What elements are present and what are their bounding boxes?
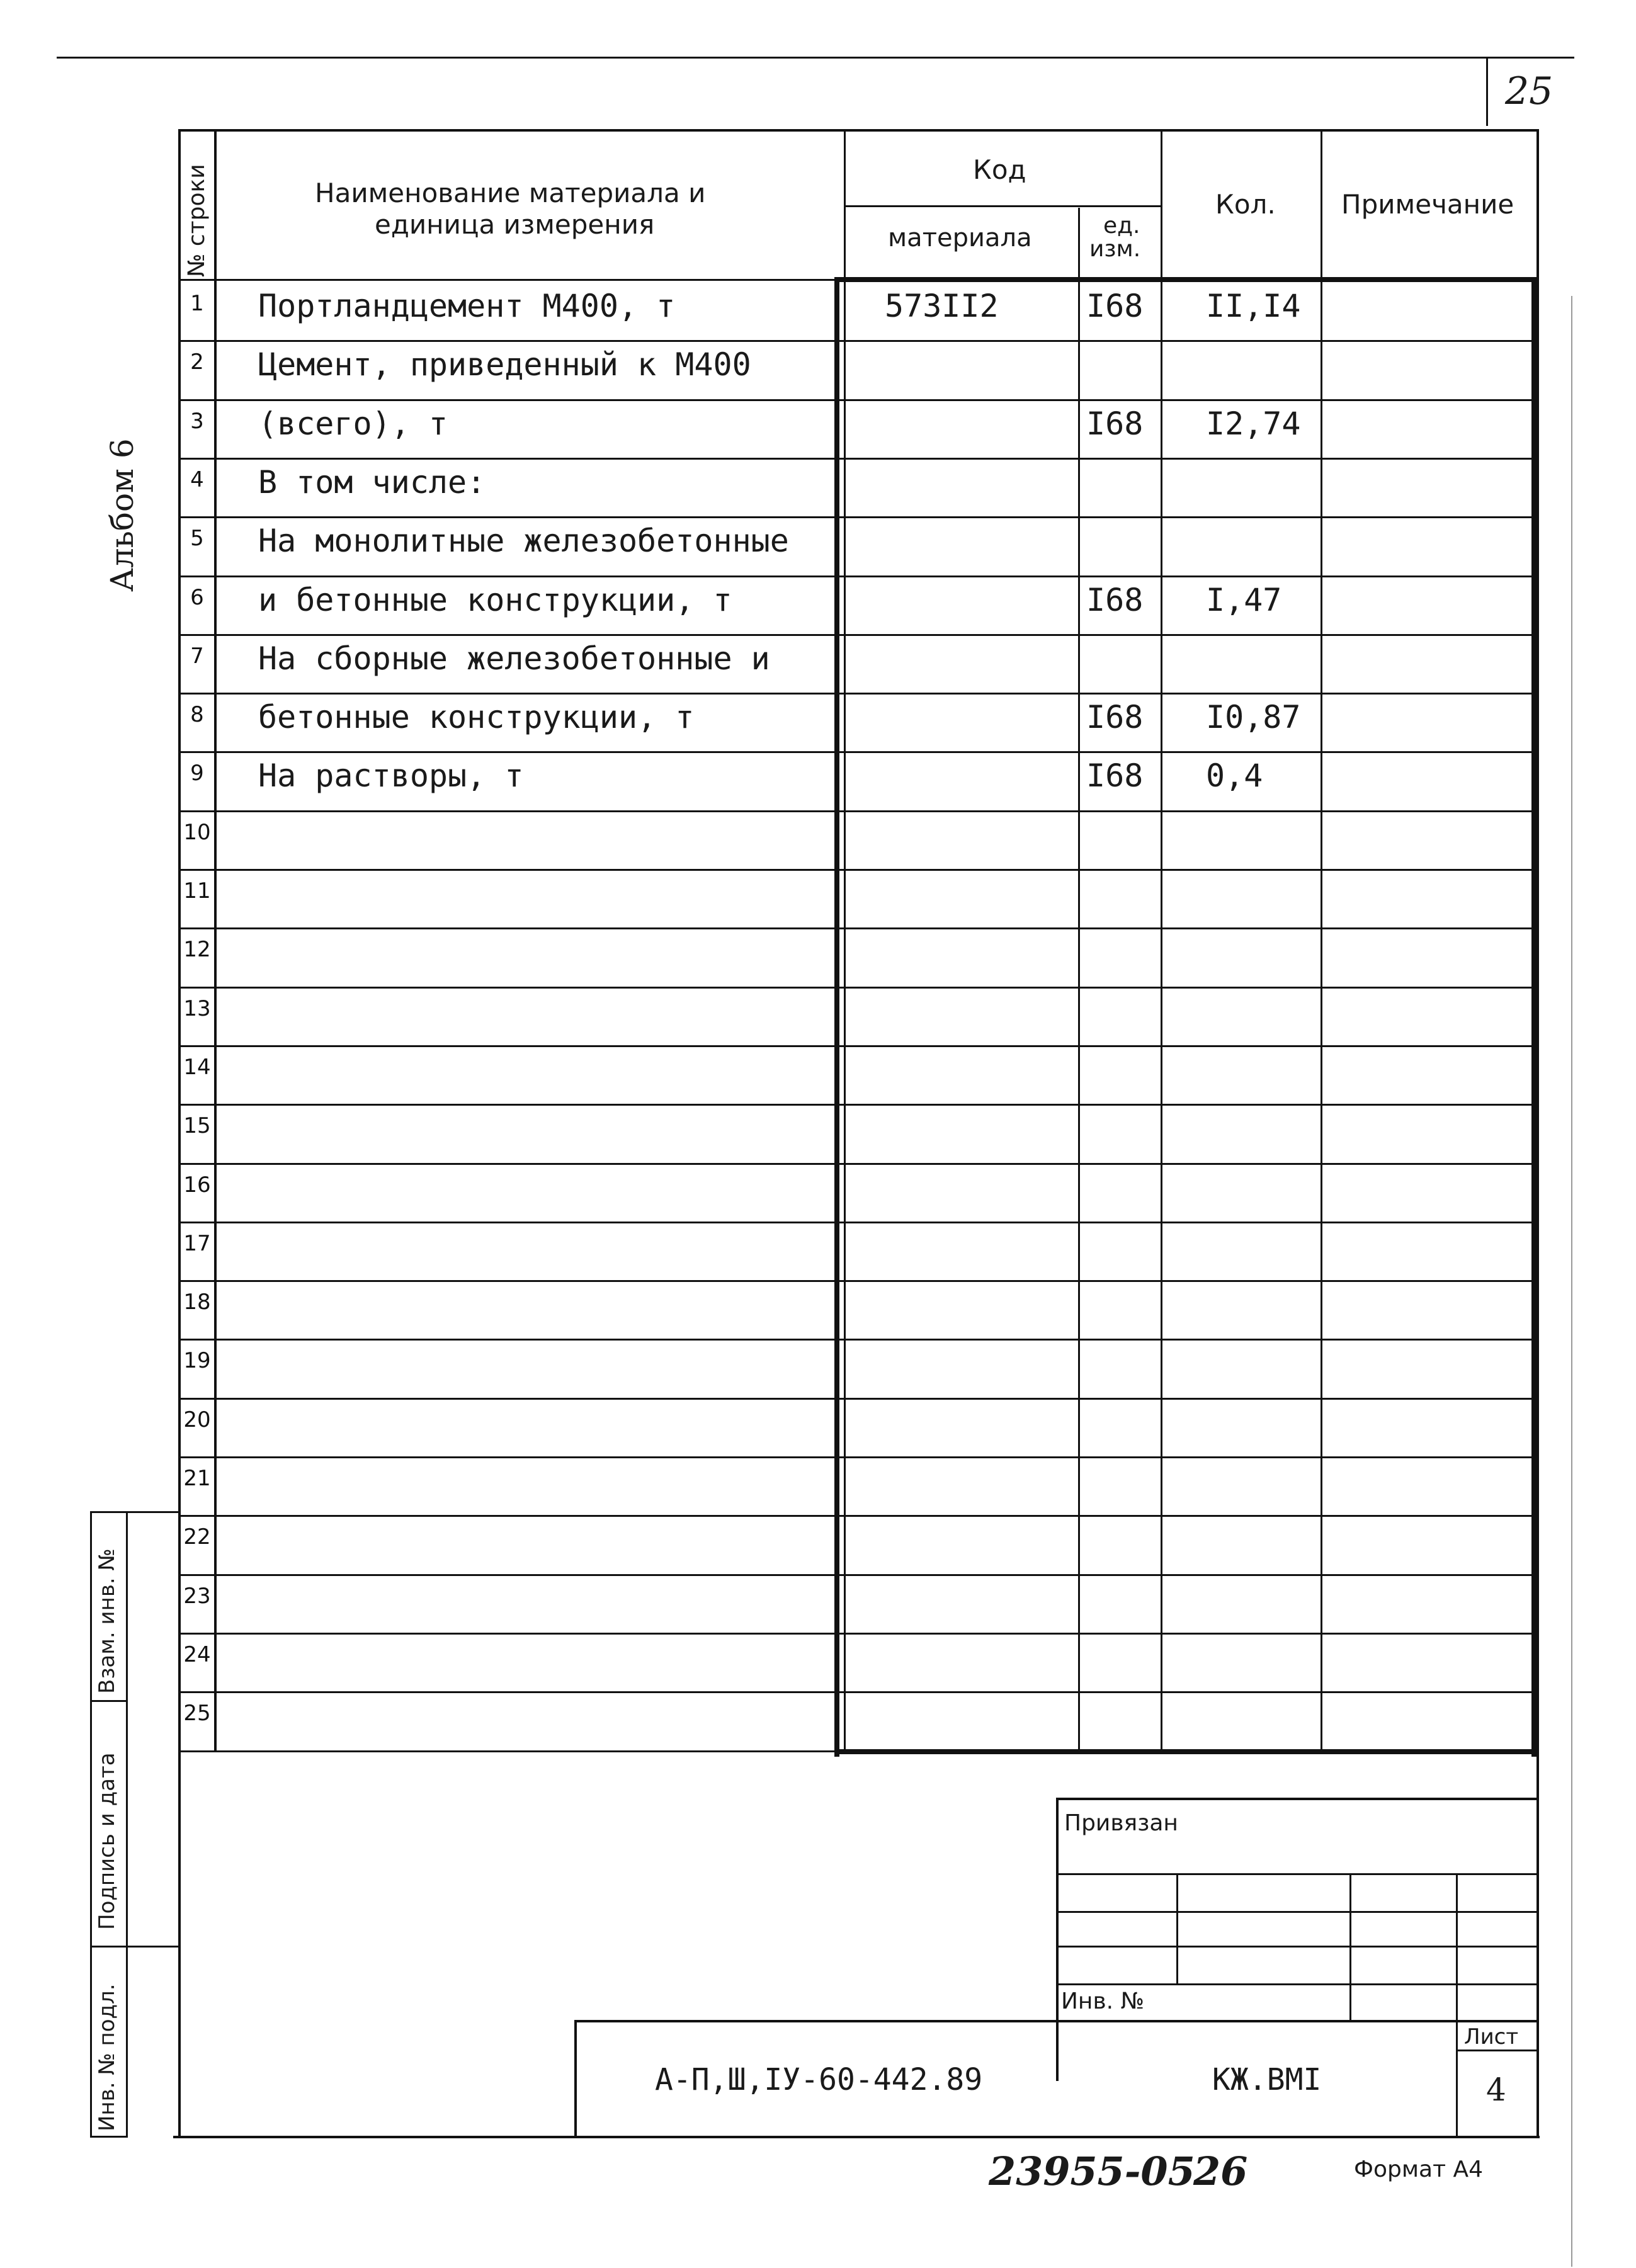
row-number: 5	[190, 526, 204, 551]
row-number: 4	[190, 467, 204, 492]
format-label: Формат А4	[1354, 2157, 1484, 2182]
row-number: 16	[183, 1172, 211, 1198]
archive-page: 26	[1193, 2148, 1248, 2194]
row-number: 8	[190, 702, 204, 727]
header-qty: Кол.	[1215, 189, 1276, 220]
row-quantity: 0,4	[1206, 757, 1263, 794]
header-name-line1: Наименование материала и	[315, 178, 706, 208]
row-number: 25	[183, 1701, 211, 1726]
row-number: 21	[183, 1466, 211, 1491]
stamp-vzam: Взам. инв. №	[94, 1548, 120, 1694]
header-row-number: № строки	[184, 164, 210, 277]
row-number: 1	[190, 291, 204, 316]
row-quantity: I,47	[1206, 582, 1282, 618]
row-name: На сборные железобетонные и	[258, 640, 770, 677]
row-name: (всего), т	[258, 405, 448, 442]
row-number: 24	[183, 1642, 211, 1667]
row-unit-code: I68	[1086, 405, 1144, 442]
album-label: Альбом 6	[104, 438, 140, 592]
page-number: 25	[1505, 69, 1554, 113]
row-name: На монолитные железобетонные	[258, 523, 789, 559]
row-unit-code: I68	[1086, 757, 1144, 794]
row-number: 22	[183, 1524, 211, 1550]
row-name: В том числе:	[258, 464, 486, 501]
row-quantity: I0,87	[1206, 699, 1301, 735]
row-unit-code: I68	[1086, 288, 1144, 324]
row-number: 12	[183, 937, 211, 962]
row-number: 18	[183, 1290, 211, 1315]
row-number: 6	[190, 585, 204, 610]
row-number: 15	[183, 1113, 211, 1138]
row-number: 19	[183, 1348, 211, 1373]
row-number: 10	[183, 820, 211, 845]
document-mark: КЖ.ВМІ	[1212, 2062, 1322, 2097]
header-note: Примечание	[1341, 189, 1514, 220]
privyazan-label: Привязан	[1064, 1810, 1178, 1836]
inv-no-label: Инв. №	[1061, 1988, 1145, 2014]
archive-number: 23955-05	[989, 2148, 1195, 2194]
stamp-inv-podl: Инв. № подл.	[94, 1983, 120, 2131]
row-unit-code: I68	[1086, 582, 1144, 618]
row-name: Цемент, приведенный к М400	[258, 346, 751, 383]
row-name: Портландцемент М400, т	[258, 288, 676, 324]
header-code: Код	[973, 154, 1026, 185]
sheet-label: Лист	[1464, 2024, 1519, 2050]
row-number: 23	[183, 1584, 211, 1609]
sheet-number: 4	[1486, 2072, 1506, 2108]
row-number: 9	[190, 761, 204, 786]
header-name-line2: единица измерения	[375, 209, 655, 240]
row-quantity: I2,74	[1206, 405, 1301, 442]
row-unit-code: I68	[1086, 699, 1144, 735]
row-name: и бетонные конструкции, т	[258, 582, 732, 618]
header-unit-line1: ед.	[1103, 213, 1140, 239]
row-quantity: II,I4	[1206, 288, 1301, 324]
header-unit-line2: изм.	[1089, 236, 1141, 262]
row-material-code: 573II2	[885, 288, 999, 324]
header-material: материала	[888, 224, 1032, 252]
row-name: бетонные конструкции, т	[258, 699, 695, 735]
row-number: 7	[190, 644, 204, 669]
row-number: 2	[190, 349, 204, 375]
row-name: На растворы, т	[258, 757, 524, 794]
row-number: 17	[183, 1231, 211, 1256]
row-number: 13	[183, 996, 211, 1021]
row-number: 3	[190, 409, 204, 434]
document-code: А-П,Ш,ІУ-60-442.89	[655, 2062, 983, 2097]
row-number: 20	[183, 1407, 211, 1432]
stamp-podpis: Подпись и дата	[94, 1752, 120, 1930]
row-number: 14	[183, 1055, 211, 1080]
row-number: 11	[183, 878, 211, 904]
